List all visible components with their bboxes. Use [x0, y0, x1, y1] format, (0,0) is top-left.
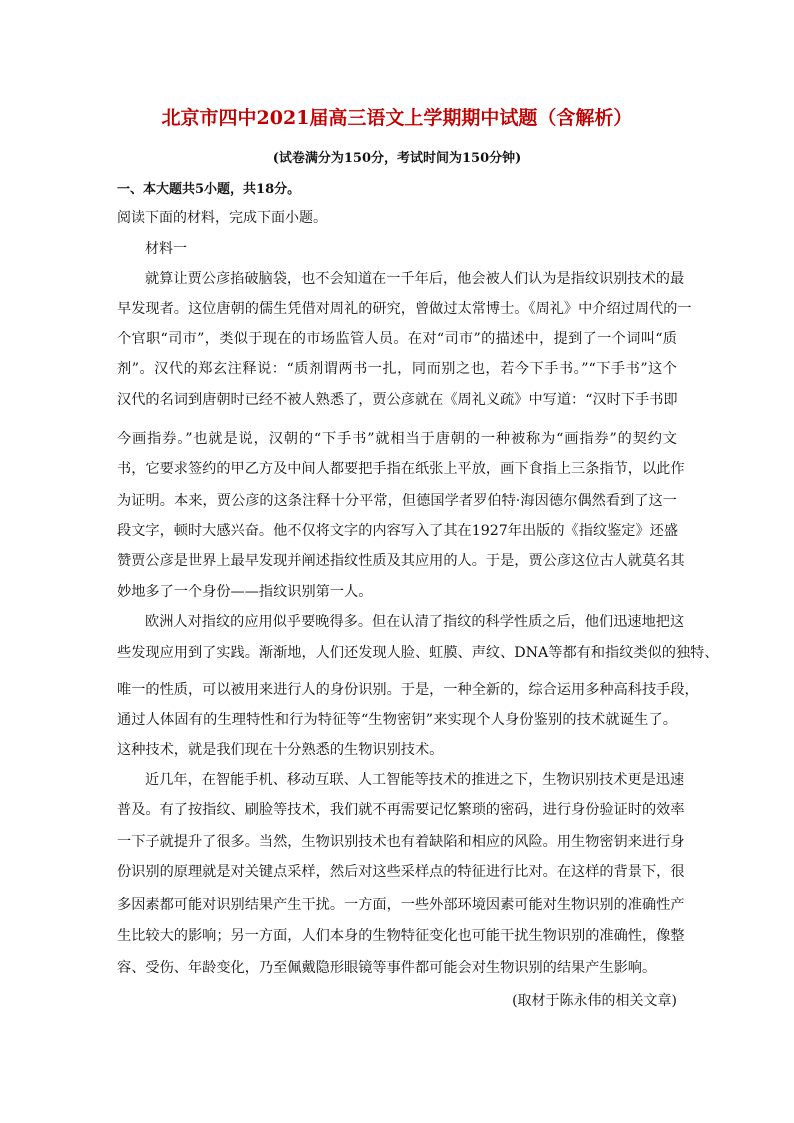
section-heading: 一、本大题共5小题，共18分。 [117, 182, 301, 197]
text-line: 这种技术，就是我们现在十分熟悉的生物识别技术。 [117, 742, 444, 758]
text-line: 生比较大的影响；另一方面，人们本身的生物特征变化也可能干扰生物识别的准确性，像整 [117, 928, 685, 944]
text-line: 赞贾公彦是世界上最早发现并阐述指纹性质及其应用的人。于是，贾公彦这位古人就莫名其 [117, 553, 685, 569]
text-line: 为证明。本来，贾公彦的这条注释十分平常，但德国学者罗伯特·海因德尔偶然看到了这一 [117, 493, 677, 509]
text-line: 就算让贾公彦掐破脑袋，也不会知道在一千年后，他会被人们认为是指纹识别技术的最 [145, 271, 685, 287]
text-line: 多因素都可能对识别结果产生干扰。一方面，一些外部环境因素可能对生物识别的准确性产 [117, 897, 685, 913]
text-line: 唯一的性质，可以被用来进行人的身份识别。于是，一种全新的，综合运用多种高科技手段， [117, 682, 699, 698]
text-line: 些发现应用到了实践。渐渐地，人们还发现人脸、虹膜、声纹、DNA等都有和指纹类似的独特、 [117, 645, 719, 661]
text-line: 个官职“司市”，类似于现在的市场监管人员。在对“司市”的描述中，提到了一个词叫“质 [117, 331, 677, 347]
text-line: 一下子就提升了很多。当然，生物识别技术也有着缺陷和相应的风险。用生物密钥来进行身 [117, 834, 685, 850]
text-line: 今画指券。”也就是说，汉朝的“下手书”就相当于唐朝的一种被称为“画指券”的契约文 [117, 431, 677, 447]
text-line: 汉代的名词到唐朝时已经不被人熟悉了，贾公彦就在《周礼义疏》中写道：“汉时下手书即 [117, 392, 678, 408]
text-line: 份识别的原理就是对关键点采样，然后对这些采样点的特征进行比对。在这样的背景下，很 [117, 864, 685, 880]
document-title: 北京市四中2021届高三语文上学期期中试题（含解析） [161, 107, 633, 129]
text-line: 早发现者。这位唐朝的儒生凭借对周礼的研究，曾做过太常博士。《周礼》中介绍过周代的一 [117, 301, 692, 317]
instruction-text: 阅读下面的材料，完成下面小题。 [117, 210, 327, 226]
text-line: 书，它要求签约的甲乙方及中间人都要把手指在纸张上平放，画下食指上三条指节，以此作 [117, 461, 685, 477]
text-line: 通过人体固有的生理特性和行为特征等“生物密钥”来实现个人身份鉴别的技术就诞生了。 [117, 712, 677, 728]
text-line: 剂”。汉代的郑玄注释说：“质剂谓两书一扎，同而别之也，若今下手书。”“下手书”这个 [117, 361, 677, 377]
text-line: 近几年，在智能手机、移动互联、人工智能等技术的推进之下，生物识别技术更是迅速 [145, 772, 685, 788]
text-line: 段文字，顿时大感兴奋。他不仅将文字的内容写入了其在1927年出版的《指纹鉴定》还盛 [117, 523, 679, 539]
text-line: 妙地多了一个身份——指纹识别第一人。 [117, 584, 373, 600]
source-citation: (取材于陈永伟的相关文章) [512, 993, 677, 1009]
text-line: 欧洲人对指纹的应用似乎要晚得多。但在认清了指纹的科学性质之后，他们迅速地把这 [145, 614, 685, 630]
material-label: 材料一 [145, 241, 187, 257]
text-line: 普及。有了按指纹、刷脸等技术，我们就不再需要记忆繁琐的密码，进行身份验证时的效率 [117, 802, 685, 818]
text-line: 容、受伤、年龄变化，乃至佩戴隐形眼镜等事件都可能会对生物识别的结果产生影响。 [117, 960, 657, 976]
exam-info: (试卷满分为150分，考试时间为150分钟) [272, 151, 522, 166]
